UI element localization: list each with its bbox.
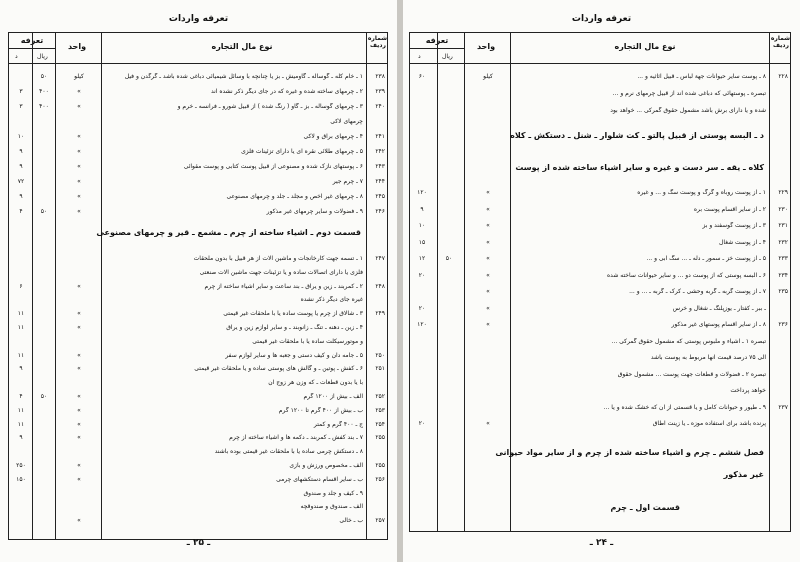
row-unit: « <box>486 222 490 229</box>
row-description: ۳ ـ از پوست گوسفند و بز <box>702 222 766 229</box>
row-d: ۱۰ <box>418 222 426 229</box>
row-number: ۲۵۷ <box>375 517 385 525</box>
chapter-title: فصل ششم ـ چرم و اشیاء ساخته شده از چرم و از سایر مواد حیوانی <box>495 448 764 457</box>
row-unit: « <box>77 475 81 483</box>
row-number: ۲۴۶ <box>375 208 385 215</box>
row-rial: ۴۰۰ <box>39 103 49 110</box>
row-number: ۲۳۹ <box>375 88 385 95</box>
row-d: ۱۰ <box>17 133 25 140</box>
row-description: ب ـ بیش از ۴۰۰ گرم تا ۱۲۰۰ گرم <box>278 406 363 414</box>
row-unit: « <box>77 351 81 359</box>
row-description: ۳ ـ شالاق از چرم یا پوست ساده یا با ملحقات غیر قیمتی <box>223 310 363 318</box>
tariff-table <box>8 32 388 540</box>
row-unit: « <box>486 420 490 427</box>
header-number: شماره ردیف <box>770 35 790 49</box>
row-number: ۲۵۲ <box>375 393 385 400</box>
row-number: ۲۳۰ <box>778 205 788 213</box>
row-number: ۲۴۰ <box>375 103 385 110</box>
row-description: ۲ ـ کمربند ـ زین و یراق ـ بند ساعت و سایر اشیاء ساخته از چرم <box>204 282 363 290</box>
row-d: ۴ <box>19 208 23 215</box>
row-description: ۱ ـ از پوست روباه و گرگ و پوست سگ و ... و غیره <box>637 189 766 196</box>
row-unit: « <box>77 365 81 373</box>
row-description: ۹ ـ فضولات و سایر چرمهای غیر مذکور <box>266 208 363 215</box>
row-number: ۲۵۳ <box>375 406 385 414</box>
row-description: تبصره ۱ ـ اشیاء و ملبوس پوستی که مشمول حقوق گمرکی ... <box>611 337 766 345</box>
row-unit: « <box>77 88 81 95</box>
row-unit: « <box>77 103 81 110</box>
page-number: ـ ۲۴ ـ <box>589 538 614 548</box>
row-unit: « <box>77 163 81 170</box>
section-title: د ـ البسه پوستی از قبیل پالتو ـ کت شلوار ـ شنل ـ دستکش ـ کلاه <box>510 131 764 140</box>
row-unit: « <box>77 282 81 290</box>
row-description: ۵ ـ جامه دان و کیف دستی و جعبه ها و سایر لوازم سفر <box>225 351 363 359</box>
header-rial: ریال <box>37 53 48 60</box>
header-unit: واحد <box>67 42 87 51</box>
row-d: ۱۲۰ <box>417 321 427 328</box>
row-description: ۶ ـ پوستهای نازک شده و مصنوعی از قبیل پوست کتابی و پوست مقوائی <box>183 163 363 170</box>
row-number: ۲۳۴ <box>778 271 788 279</box>
row-number: ۲۴۸ <box>375 282 385 290</box>
section-subtitle: کلاه ـ یقه ـ سر دست و غیره و سایر اشیاء ساخته شده از پوست <box>515 163 764 172</box>
row-rial: ۵۰ <box>40 208 48 215</box>
row-description: ۶ ـ البسه پوستی که از پوست دو ... و سایر حیوانات ساخته شده <box>607 271 766 279</box>
section-title: قسمت دوم ـ اشیاء ساخته از چرم ـ مشمع ـ قیر و چرمهای مصنوعی <box>96 228 361 237</box>
row-d: ۳ <box>19 103 23 110</box>
row-description: ۴ ـ زین ـ دهنه ـ تنگ ـ زانوبند ـ و سایر لوازم زین و یراق <box>226 324 363 331</box>
row-unit: « <box>486 288 490 295</box>
row-d: ۹ <box>19 148 23 155</box>
row-number: ۲۳۱ <box>778 222 788 229</box>
page-number: ـ ۲۵ ـ <box>186 538 211 548</box>
row-number: ۲۳۷ <box>778 403 788 411</box>
row-d: ۱۱ <box>17 406 25 414</box>
row-unit: « <box>77 324 81 331</box>
row-description: ۶ ـ کفش ـ پوتین ـ و گالش های پوستی ساده و یا ملحقات غیر قیمتی <box>194 365 363 373</box>
row-d: ۲۰ <box>418 271 426 279</box>
row-d: ۱۵ <box>418 238 426 246</box>
row-d: ۳ <box>19 88 23 95</box>
row-d: ۱۲۰ <box>417 189 427 196</box>
row-number: ۲۳۵ <box>778 288 788 295</box>
row-description: ـ ببر ـ کفتار ـ یوزپلنگ ـ شغال و خرس <box>672 304 766 312</box>
row-description: ۸ ـ دستکش چرمی ساده یا با ملحقات غیر قیمتی بوده باشند <box>214 448 363 456</box>
row-number: ۲۵۵ <box>375 462 385 469</box>
row-number: ۲۲۸ <box>778 73 788 80</box>
row-description: ۷ ـ چرم جیر <box>332 178 363 185</box>
row-unit: « <box>486 321 490 328</box>
row-number: ۲۵۵ <box>375 434 385 442</box>
row-number: ۲۴۱ <box>375 133 385 140</box>
row-description: پرنده باشد برای استفاده موزه ـ یا زینت اطاق <box>652 420 766 427</box>
row-description: شده و یا دارای برش باشد مشمول حقوق گمرکی ... خواهد بود <box>610 107 766 114</box>
row-unit: « <box>77 393 81 400</box>
header-number: شماره ردیف <box>367 35 387 49</box>
row-number: ۲۵۴ <box>375 420 385 428</box>
row-description: تبصره ـ پوستهائی که دباغی شده اند از قبیل چرمهای نرم و ... <box>612 90 766 97</box>
row-description: ۹ ـ طیور و حیوانات کامل و یا قسمتی از آن که خشک شده و یا ... <box>603 403 766 411</box>
row-d: ۷۲ <box>17 178 25 185</box>
row-description: غیره جای دیگر ذکر نشده <box>300 296 363 304</box>
row-d: ۹ <box>19 193 23 200</box>
row-description: ۸ ـ پوست سایر حیوانات جهة لباس ـ قبیل اثاثیه و ... <box>637 73 766 80</box>
row-description: ۸ ـ از سایر اقسام پوستهای غیر مذکور <box>671 321 766 328</box>
row-description: چرمهای لاکی <box>330 118 363 125</box>
row-description: ج ـ ۴۰۰ گرم و کمتر <box>313 420 363 428</box>
part-title: قسمت اول ـ چرم <box>610 503 680 512</box>
right-page <box>403 0 800 562</box>
row-unit: « <box>77 133 81 140</box>
row-description: ۷ ـ بند کفش ـ کمربند ـ دکمه ها و اشیاء ساخته از چرم <box>229 434 363 442</box>
row-rial: ۵۰ <box>445 255 453 262</box>
row-d: ۱۱ <box>17 420 25 428</box>
header-rate: تعرفه <box>20 36 44 45</box>
row-description: ۴ ـ چرمهای براق و لاکی <box>303 133 363 140</box>
row-unit: « <box>77 517 81 525</box>
row-number: ۲۳۲ <box>778 238 788 246</box>
row-number: ۲۴۵ <box>375 193 385 200</box>
row-description: ۲ ـ از سایر اقسام پوست بره <box>693 205 766 213</box>
row-number: ۲۵۱ <box>375 365 385 373</box>
row-unit: « <box>486 189 490 196</box>
row-d: ۴ <box>19 393 23 400</box>
row-unit: « <box>77 420 81 428</box>
row-d: ۱۲ <box>418 255 426 262</box>
running-head: تعرفه واردات <box>168 14 229 24</box>
row-unit: « <box>77 208 81 215</box>
chapter-title-cont: غیر مذکور <box>723 470 764 479</box>
row-number: ۲۴۷ <box>375 255 385 262</box>
row-number: ۲۳۸ <box>375 73 385 80</box>
row-number: ۲۲۹ <box>778 189 788 196</box>
row-description: ۹ ـ کیف و جلد و صندوق <box>303 489 363 497</box>
row-d: ۹ <box>19 434 23 442</box>
row-d: ۹ <box>19 163 23 170</box>
row-description: با یا بدون قطعات ـ که وزن هر زوج آن <box>268 379 363 387</box>
header-description: نوع مال التجاره <box>211 42 273 51</box>
row-unit: « <box>486 238 490 246</box>
row-description: ۸ ـ چرمهای غیر اخص و مجلد ـ جلد و چرمهای مصنوعی <box>226 193 363 200</box>
row-description: ب ـ خالی <box>339 517 363 525</box>
row-d: ۲۵۰ <box>16 462 26 469</box>
row-description: ۵ ـ از پوست خز ـ سمور ـ دله ـ ... سگ آبی و ... <box>646 255 766 262</box>
row-unit: « <box>77 434 81 442</box>
row-description: فلزی یا دارای اتصالات ساده و یا تزئینات جهت ماشین آلات صنعتی <box>199 268 363 276</box>
row-description: الف ـ صندوق و صندوقچه <box>300 503 363 511</box>
row-unit: « <box>486 205 490 213</box>
header-unit: واحد <box>476 42 496 51</box>
row-description: ب ـ سایر اقسام دستکشهای چرمی <box>276 475 363 483</box>
row-number: ۲۴۴ <box>375 178 385 185</box>
header-rial: ریال <box>442 53 453 60</box>
row-description: تبصره ۲ ـ فضولات و قطعات جهت پوست ... مشمول حقوق <box>617 370 766 378</box>
row-number: ۲۴۹ <box>375 310 385 318</box>
row-unit: « <box>77 406 81 414</box>
row-unit: « <box>486 304 490 312</box>
running-head: تعرفه واردات <box>571 14 632 24</box>
row-unit: « <box>486 255 490 262</box>
table-header <box>9 33 387 64</box>
row-d: ۱۱ <box>17 324 25 331</box>
row-description: الی ۷۵ درصد قیمت آنها مربوط به پوست باشد <box>650 354 766 361</box>
left-page <box>0 0 397 562</box>
row-number: ۲۴۲ <box>375 148 385 155</box>
row-d: ۱۱ <box>17 310 25 318</box>
row-number: ۲۳۶ <box>778 321 788 328</box>
row-d: ۶۰ <box>418 73 426 80</box>
row-description: الف ـ مخصوص ورزش و بازی <box>289 462 363 469</box>
row-number: ۲۴۳ <box>375 163 385 170</box>
row-d: ۱۱ <box>17 351 25 359</box>
row-description: ۳ ـ چرمهای گوساله ـ بز ـ گاو ( رنگ شده ) از قبیل شورو ـ فرانسه ـ خرم و <box>177 103 363 110</box>
row-description: ۲ ـ چرمهای ساخته شده و غیره که در جای دیگر ذکر نشده اند <box>210 88 363 95</box>
row-description: ۵ ـ چرمهای طلائی نقره ای یا دارای تزئینات فلزی <box>241 148 363 155</box>
row-d: ۶ <box>19 282 23 290</box>
row-number: ۲۵۰ <box>375 351 385 359</box>
tariff-table <box>409 32 791 532</box>
row-unit: « <box>77 148 81 155</box>
row-d: ۲۰ <box>418 420 426 427</box>
header-d: د <box>418 53 421 60</box>
header-description: نوع مال التجاره <box>614 42 676 51</box>
row-unit: « <box>77 310 81 318</box>
row-description: ۱ ـ تسمه جهت کارخانجات و ماشین آلات از هر قبیل با بدون ملحقات <box>193 255 363 262</box>
row-unit: « <box>77 193 81 200</box>
row-description: ۱ ـ خام کله ـ گوساله ـ گاومیش ـ بز یا چنانچه با وسائل شیمیائی دباغی شده باشد ـ گرگدن و فیل <box>124 73 363 80</box>
row-number: ۲۵۶ <box>375 475 385 483</box>
row-description: و موتورسیکلت ساده یا با ملحقات غیر قیمتی <box>252 337 363 345</box>
row-description: ۴ ـ از پوست شغال <box>719 238 766 246</box>
row-unit: « <box>77 462 81 469</box>
row-description: الف ـ بیش از ۱۲۰۰ گرم <box>303 393 363 400</box>
table-header <box>410 33 790 64</box>
row-description: ۷ ـ از پوست گربه ـ گربه وحشی ـ کرک ـ گربه ـ ... و ... <box>629 288 766 295</box>
row-unit: کیلو <box>74 73 84 80</box>
row-d: ۲۰ <box>418 304 426 312</box>
row-number: ۲۳۳ <box>778 255 788 262</box>
row-d: ۱۵۰ <box>16 475 26 483</box>
row-unit: « <box>486 271 490 279</box>
row-rial: ۵۰ <box>40 73 48 80</box>
row-rial: ۴۰۰ <box>39 88 49 95</box>
header-rate: تعرفه <box>425 36 449 45</box>
header-d: د <box>15 53 18 60</box>
row-d: ۹ <box>19 365 23 373</box>
row-rial: ۵۰ <box>40 393 48 400</box>
row-d: ۹ <box>420 205 424 213</box>
row-unit: کیلو <box>483 73 493 80</box>
row-unit: « <box>77 178 81 185</box>
row-description: خواهد پرداخت <box>730 387 766 394</box>
